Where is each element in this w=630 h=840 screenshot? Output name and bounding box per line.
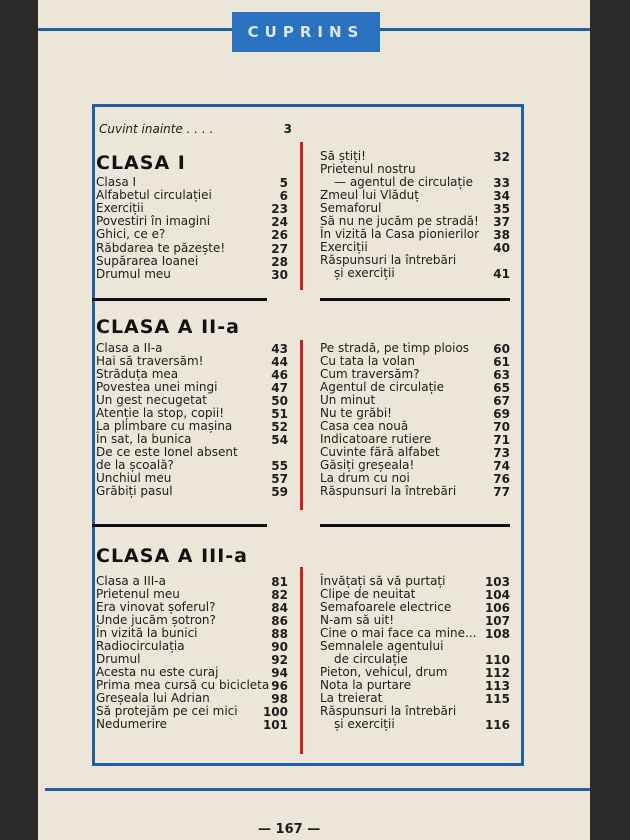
- toc-entry-label: În vizită la bunici: [96, 626, 198, 640]
- section-title: CLASA A II-a: [96, 316, 240, 338]
- toc-entry-page: 113: [484, 679, 510, 693]
- toc-entry-page: 41: [493, 267, 510, 281]
- toc-entry-page: 61: [493, 355, 510, 369]
- toc-entry-label: Era vinovat șoferul?: [96, 600, 216, 614]
- toc-entry-page: 59: [271, 485, 288, 499]
- section-rule-2-left: [92, 524, 267, 527]
- toc-entry-label: Povestea unei mingi: [96, 380, 218, 394]
- toc-entry-label: Supărarea Ioanei: [96, 254, 199, 268]
- toc-entry-label: Atenție la stop, copii!: [96, 406, 225, 420]
- toc-entry-label: Nota la purtare: [320, 678, 411, 692]
- toc-entry-page: 46: [271, 368, 288, 382]
- toc-entry-page: 54: [271, 433, 288, 447]
- toc-entry-label: Nu te grăbi!: [320, 406, 392, 420]
- toc-entry-label: N-am să uit!: [320, 613, 395, 627]
- toc-entry-page: 69: [493, 407, 510, 421]
- toc-entry-page: 90: [271, 640, 288, 654]
- toc-entry-label: Prietenul meu: [96, 587, 180, 601]
- toc-entry-page: 98: [271, 692, 288, 706]
- toc-entry-page: 35: [493, 202, 510, 216]
- toc-entry-label: Prima mea cursă cu bicicleta: [96, 678, 270, 692]
- toc-entry-page: 38: [493, 228, 510, 242]
- toc-entry-page: 112: [484, 666, 510, 680]
- toc-entry-page: 73: [493, 446, 510, 460]
- foreword-label: Cuvint inainte . . . .: [99, 122, 214, 136]
- frame-right: [521, 104, 524, 766]
- toc-entry-page: 47: [271, 381, 288, 395]
- toc-entry-page: 65: [493, 381, 510, 395]
- red-divider-1: [300, 142, 303, 290]
- section-title: CLASA A III-a: [96, 545, 248, 567]
- toc-entry-page: 50: [271, 394, 288, 408]
- toc-entry-label: Răspunsuri la întrebări: [320, 253, 457, 267]
- toc-entry-page: 55: [271, 459, 288, 473]
- toc-entry-label: Un gest necugetat: [96, 393, 207, 407]
- toc-entry-page: 51: [271, 407, 288, 421]
- toc-entry-page: 67: [493, 394, 510, 408]
- toc-entry-label: de la școală?: [96, 458, 174, 472]
- toc-entry-page: 43: [271, 342, 288, 356]
- toc-entry-page: 57: [271, 472, 288, 486]
- toc-entry-label: Greșeala lui Adrian: [96, 691, 210, 705]
- toc-entry-page: 24: [271, 215, 288, 229]
- toc-entry-page: 34: [493, 189, 510, 203]
- toc-entry-label: În vizită la Casa pionierilor: [320, 227, 480, 241]
- frame-bottom-outer: [45, 788, 590, 791]
- toc-entry-page: 6: [279, 189, 288, 203]
- toc-entry-label: La plimbare cu mașina: [96, 419, 233, 433]
- toc-entry-label: Răspunsuri la întrebări: [320, 704, 457, 718]
- toc-entry-page: 63: [493, 368, 510, 382]
- toc-entry-label: și exerciții: [334, 266, 395, 280]
- toc-entry-page: 40: [493, 241, 510, 255]
- toc-entry-page: 110: [484, 653, 510, 667]
- toc-entry-label: Să protejăm pe cei mici: [96, 704, 238, 718]
- frame-top: [92, 104, 524, 107]
- toc-entry-page: 86: [271, 614, 288, 628]
- section-title: CLASA I: [96, 152, 186, 174]
- page-number-footer: — 167 —: [258, 822, 321, 837]
- toc-entry-page: 92: [271, 653, 288, 667]
- toc-entry-label: Indicatoare rutiere: [320, 432, 432, 446]
- toc-entry-page: 103: [484, 575, 510, 589]
- toc-entry-label: Povestiri în imagini: [96, 214, 211, 228]
- toc-entry-page: 106: [484, 601, 510, 615]
- toc-entry-page: 26: [271, 228, 288, 242]
- toc-entry-page: 101: [262, 718, 288, 732]
- toc-entry-label: Străduța mea: [96, 367, 179, 381]
- toc-entry-label: Drumul: [96, 652, 141, 666]
- toc-entry-page: 71: [493, 433, 510, 447]
- toc-entry-page: 104: [484, 588, 510, 602]
- red-divider-3: [300, 567, 303, 754]
- toc-entry-page: 60: [493, 342, 510, 356]
- toc-entry-label: Pe stradă, pe timp ploios: [320, 341, 470, 355]
- toc-entry-page: 115: [484, 692, 510, 706]
- toc-entry-label: Unde jucăm șotron?: [96, 613, 216, 627]
- toc-entry-label: Un minut: [320, 393, 376, 407]
- toc-entry-label: La drum cu noi: [320, 471, 410, 485]
- toc-entry-page: 5: [279, 176, 288, 190]
- toc-entry-label: Exerciții: [96, 201, 144, 215]
- toc-entry-label: Semnalele agentului: [320, 639, 444, 653]
- toc-entry-page: 37: [493, 215, 510, 229]
- toc-entry-label: Clasa a II-a: [96, 341, 163, 355]
- toc-entry-label: Radiocirculația: [96, 639, 185, 653]
- toc-entry-label: Cum traversăm?: [320, 367, 420, 381]
- toc-entry-page: 96: [271, 679, 288, 693]
- toc-entry-label: Pieton, vehicul, drum: [320, 665, 448, 679]
- toc-entry-label: Clasa a III-a: [96, 574, 166, 588]
- frame-bottom: [92, 763, 524, 766]
- toc-entry-label: Semafoarele electrice: [320, 600, 452, 614]
- toc-entry-page: 76: [493, 472, 510, 486]
- section-rule-1-right: [320, 298, 510, 301]
- toc-entry-page: 27: [271, 242, 288, 256]
- section-rule-2-right: [320, 524, 510, 527]
- toc-entry-page: 84: [271, 601, 288, 615]
- toc-entry-page: 77: [493, 485, 510, 499]
- toc-entry-label: La treierat: [320, 691, 383, 705]
- toc-entry-label: Unchiul meu: [96, 471, 172, 485]
- toc-entry-label: Prietenul nostru: [320, 162, 416, 176]
- toc-entry-label: Grăbiți pasul: [96, 484, 173, 498]
- toc-entry-page: 23: [271, 202, 288, 216]
- toc-entry-label: Să știți!: [320, 149, 366, 163]
- toc-entry-page: 88: [271, 627, 288, 641]
- toc-entry-label: Clasa I: [96, 175, 137, 189]
- frame-left: [92, 104, 95, 766]
- toc-entry-page: 70: [493, 420, 510, 434]
- foreword-entry: [99, 122, 213, 136]
- toc-entry-page: 94: [271, 666, 288, 680]
- toc-entry-label: Casa cea nouă: [320, 419, 409, 433]
- toc-entry-label: de circulație: [334, 652, 408, 666]
- toc-entry-label: Alfabetul circulației: [96, 188, 212, 202]
- toc-entry-page: 52: [271, 420, 288, 434]
- toc-entry-label: Agentul de circulație: [320, 380, 445, 394]
- toc-entry-label: Exerciții: [320, 240, 368, 254]
- toc-entry-label: Hai să traversăm!: [96, 354, 204, 368]
- toc-entry-label: Nedumerire: [96, 717, 167, 731]
- toc-entry-label: Clipe de neuitat: [320, 587, 416, 601]
- toc-entry-label: Cine o mai face ca mine...: [320, 626, 477, 640]
- section-rule-1-left: [92, 298, 267, 301]
- toc-entry-page: 116: [484, 718, 510, 732]
- toc-entry-page: 107: [484, 614, 510, 628]
- toc-entry-label: Cuvinte fără alfabet: [320, 445, 440, 459]
- toc-entry-label: Răbdarea te păzește!: [96, 241, 226, 255]
- foreword-page: 3: [283, 122, 292, 136]
- toc-entry-page: 74: [493, 459, 510, 473]
- toc-entry-label: Găsiți greșeala!: [320, 458, 415, 472]
- toc-entry-label: Ghici, ce e?: [96, 227, 166, 241]
- toc-entry-page: 81: [271, 575, 288, 589]
- toc-entry-label: Cu tata la volan: [320, 354, 415, 368]
- toc-entry-label: și exerciții: [334, 717, 395, 731]
- toc-entry-page: 30: [271, 268, 288, 282]
- toc-entry-page: 44: [271, 355, 288, 369]
- toc-entry-page: 32: [493, 150, 510, 164]
- toc-entry-label: — agentul de circulație: [334, 175, 473, 189]
- red-divider-2: [300, 340, 303, 510]
- toc-entry-label: În sat, la bunica: [96, 432, 192, 446]
- page-title: CUPRINS: [232, 12, 380, 52]
- toc-entry-page: 33: [493, 176, 510, 190]
- toc-entry-page: 82: [271, 588, 288, 602]
- toc-entry-label: De ce este Ionel absent: [96, 445, 238, 459]
- toc-entry-label: Învățați să vă purtați: [320, 574, 446, 588]
- toc-entry-page: 28: [271, 255, 288, 269]
- toc-entry-label: Zmeul lui Vlăduț: [320, 188, 419, 202]
- toc-entry-label: Să nu ne jucăm pe stradă!: [320, 214, 479, 228]
- toc-entry-label: Semaforul: [320, 201, 382, 215]
- toc-entry-page: 108: [484, 627, 510, 641]
- toc-entry-label: Acesta nu este curaj: [96, 665, 219, 679]
- toc-entry-page: 100: [262, 705, 288, 719]
- toc-entry-label: Drumul meu: [96, 267, 171, 281]
- toc-entry-label: Răspunsuri la întrebări: [320, 484, 457, 498]
